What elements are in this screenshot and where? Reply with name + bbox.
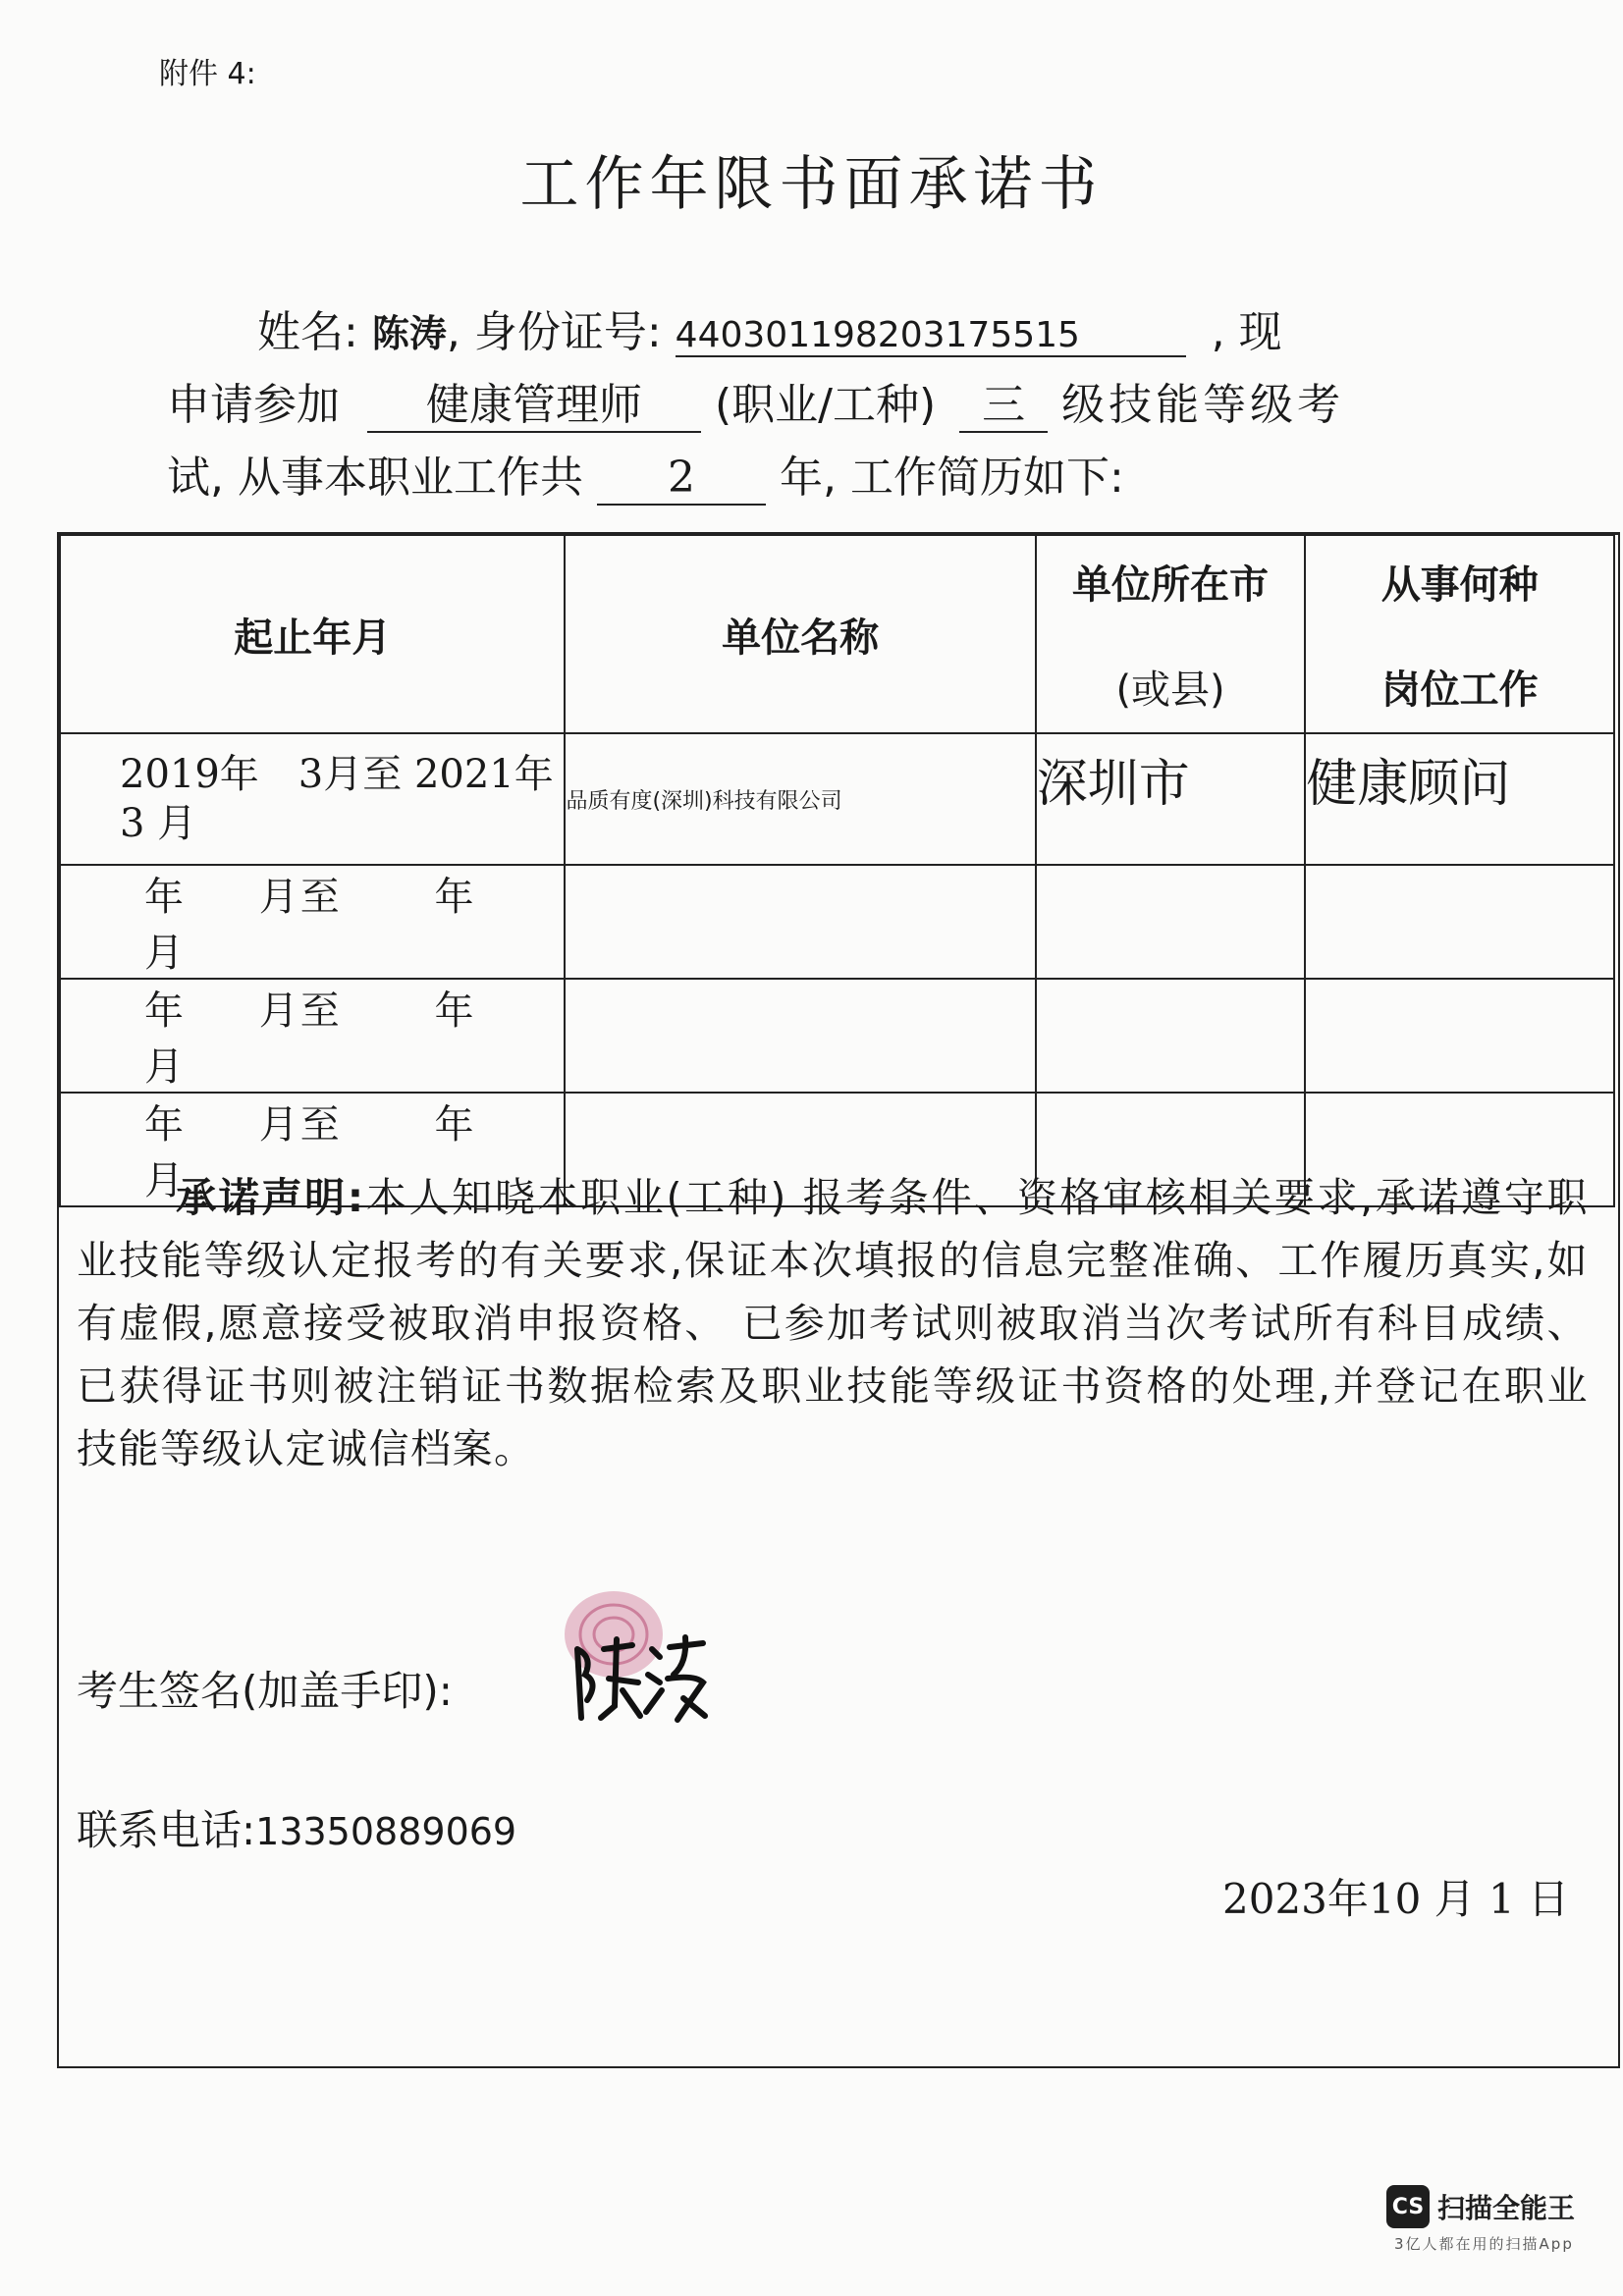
month-placeholder: 月	[144, 931, 186, 976]
id-number: 440301198203175515	[676, 315, 1186, 357]
name-value: 陈涛	[371, 312, 447, 355]
table-row	[60, 733, 1614, 865]
header-position-line1: 从事何种	[1380, 562, 1539, 608]
declaration-paragraph	[77, 1166, 1589, 1480]
month-to-placeholder: 月至	[258, 988, 342, 1034]
empty-cell	[1305, 979, 1614, 1093]
scanner-app-name: 扫描全能王	[1437, 2192, 1576, 2224]
years-value: 2	[597, 454, 766, 506]
empty-cell	[565, 865, 1035, 979]
header-position	[1305, 535, 1614, 733]
month-placeholder: 月	[144, 1044, 186, 1090]
page-title: 工作年限书面承诺书	[519, 150, 1104, 219]
level-suffix: 级技能等级考	[1061, 380, 1345, 430]
year-placeholder: 年	[144, 1102, 186, 1148]
work-history-table	[59, 534, 1615, 1207]
empty-cell	[1036, 979, 1306, 1093]
declaration-label: 承诺声明:	[175, 1174, 365, 1221]
empty-cell	[565, 979, 1035, 1093]
table-row	[60, 979, 1614, 1093]
id-label: 身份证号:	[473, 307, 662, 357]
occupation-value: 健康管理师	[367, 381, 701, 433]
month-placeholder: 月	[144, 1158, 186, 1203]
empty-cell	[1036, 865, 1306, 979]
header-company: 单位名称	[565, 535, 1035, 733]
row1-position: 健康顾问	[1305, 733, 1614, 865]
year-placeholder: 年	[434, 1102, 476, 1148]
month-to-placeholder: 月至	[258, 875, 342, 920]
scanner-badge	[1386, 2185, 1575, 2228]
phone-line	[77, 1798, 516, 1857]
phone-value: 13350889069	[255, 1810, 517, 1853]
level-value: 三	[959, 381, 1048, 433]
header-city-line2: (或县)	[1115, 667, 1225, 713]
occupation-suffix: (职业/工种)	[715, 380, 937, 430]
year-placeholder: 年	[434, 988, 476, 1034]
header-city-line1: 单位所在市	[1072, 562, 1270, 608]
intro-line-1	[257, 296, 1282, 359]
attachment-label: 附件 4:	[159, 57, 256, 91]
year-placeholder: 年	[144, 875, 186, 920]
row1-city: 深圳市	[1036, 733, 1306, 865]
empty-period-cell	[60, 979, 565, 1093]
sign-date: 2023年10 月 1 日	[1222, 1875, 1570, 1923]
fingerprint-and-signature	[530, 1580, 727, 1737]
scanner-slogan: 3亿人都在用的扫描App	[1394, 2235, 1574, 2253]
header-period: 起止年月	[60, 535, 565, 733]
header-city	[1036, 535, 1306, 733]
id-tail: , 现	[1211, 307, 1282, 357]
apply-label: 申请参加	[167, 380, 340, 430]
line3-prefix: 试, 从事本职业工作共	[167, 453, 583, 503]
empty-cell	[1305, 865, 1614, 979]
phone-label: 联系电话:	[77, 1806, 256, 1854]
intro-line-2	[167, 369, 1344, 433]
year-placeholder: 年	[434, 875, 476, 920]
intro-line-3	[167, 442, 1124, 506]
empty-period-cell	[60, 865, 565, 979]
table-header-row	[60, 535, 1614, 733]
comma: ,	[446, 307, 460, 357]
header-position-line2: 岗位工作	[1380, 667, 1539, 713]
row1-period: 2019年 3月至 2021年 3 月	[60, 733, 565, 865]
row1-company: 品质有度(深圳)科技有限公司	[565, 733, 1035, 865]
table-row	[60, 865, 1614, 979]
declaration-text: 本人知晓本职业(工种) 报考条件、资格审核相关要求,承诺遵守职业技能等级认定报考的有关要求,保证本次填报的信息完整准确、工作履历真实,如有虚假,愿意接受被取消申报资格、 已参加考试则被取消当次考试所有科目成绩、 已获得证书则被注销证书数据检索及职业技能等级证书资格的处理,并登记在职业技能等级认定诚信档案。	[77, 1174, 1589, 1472]
year-placeholder: 年	[144, 988, 186, 1034]
month-to-placeholder: 月至	[258, 1102, 342, 1148]
line3-suffix: 年, 工作简历如下:	[779, 453, 1124, 503]
name-label: 姓名:	[257, 307, 358, 357]
camscanner-logo-icon: CS	[1386, 2185, 1430, 2228]
signature-label: 考生签名(加盖手印):	[77, 1667, 453, 1715]
